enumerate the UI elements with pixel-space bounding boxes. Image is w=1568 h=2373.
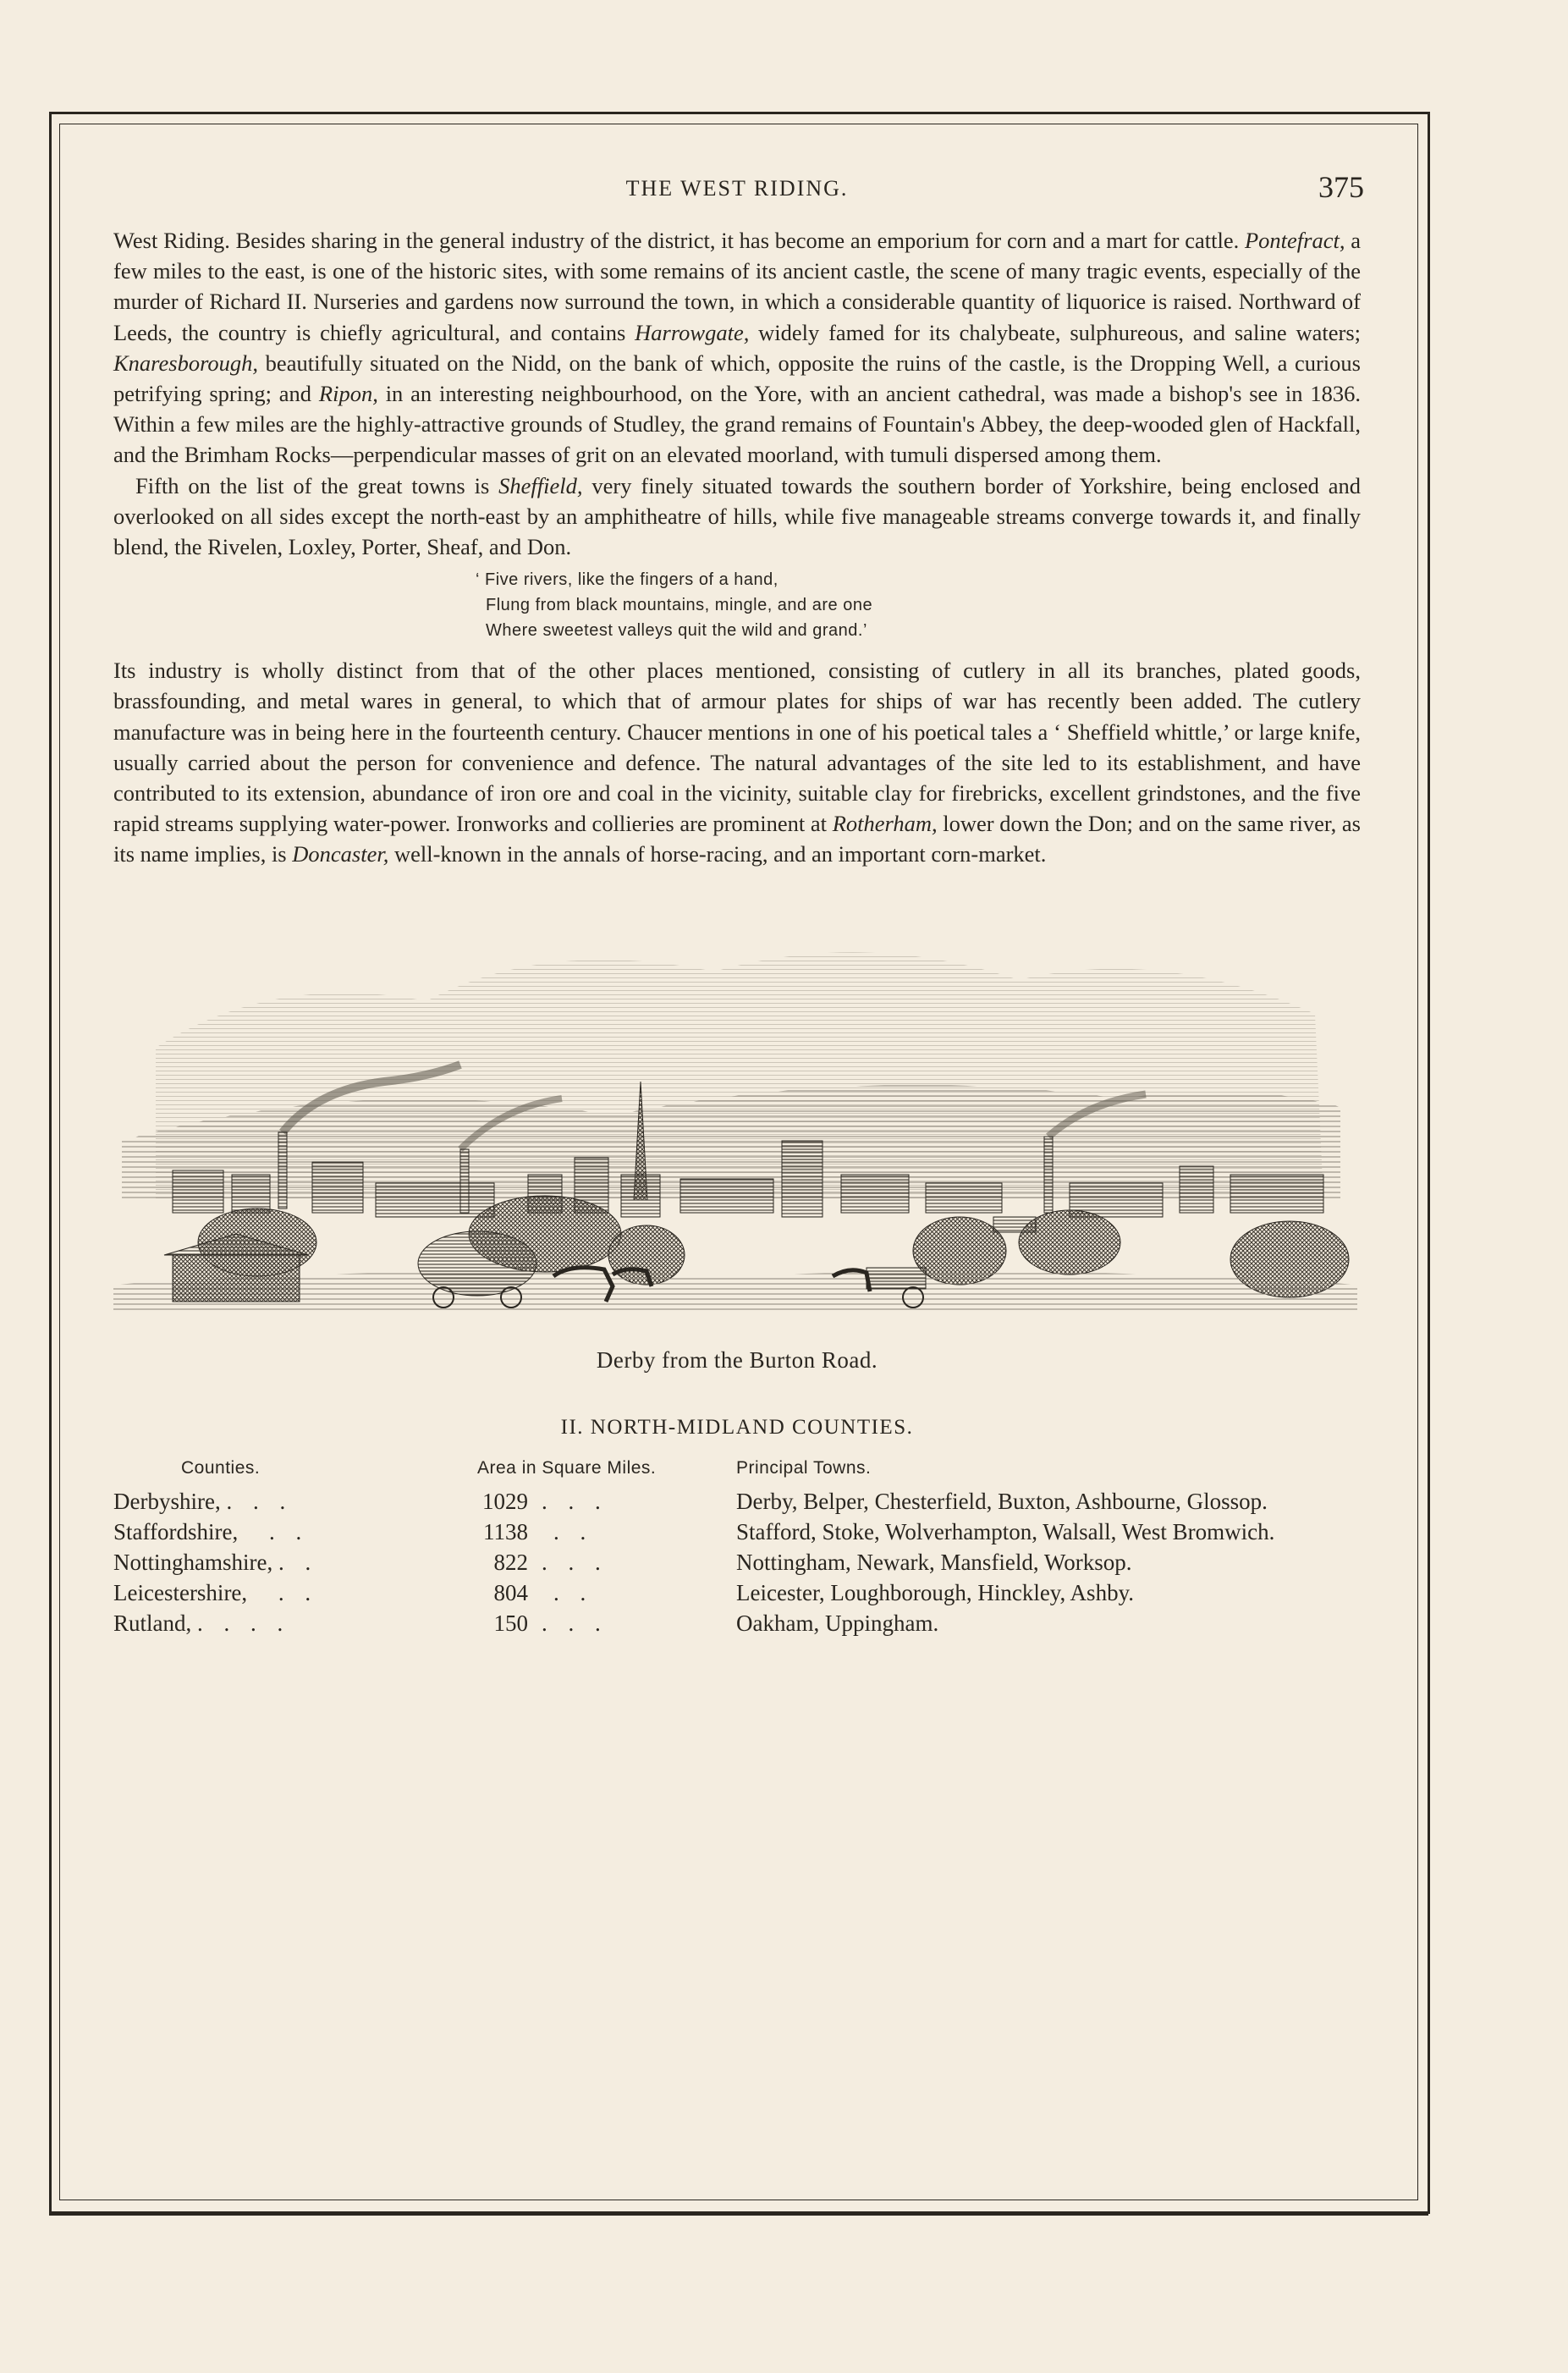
text-run: Fifth on the list of the great towns is xyxy=(135,472,499,498)
dot-leader: . . . . xyxy=(197,1610,291,1637)
place-sheffield: Sheffield, xyxy=(498,472,583,498)
county-towns: Leicester, Loughborough, Hinckley, Ashby. xyxy=(736,1580,1135,1606)
shed xyxy=(173,1255,300,1302)
verse-line: Flung from black mountains, mingle, and are one xyxy=(486,596,873,615)
dot-leader: . . xyxy=(553,1580,594,1606)
county-name: Rutland, xyxy=(113,1610,192,1637)
dot-leader: . . xyxy=(553,1519,594,1545)
counties-table xyxy=(113,1458,1361,1639)
table-row xyxy=(113,1517,1361,1548)
county-towns: Nottingham, Newark, Mansfield, Worksop. xyxy=(736,1550,1132,1576)
dot-leader: . . . xyxy=(226,1489,294,1515)
county-towns: Oakham, Uppingham. xyxy=(736,1610,939,1637)
header-towns: Principal Towns. xyxy=(736,1457,872,1478)
text-run: West Riding. Besides sharing in the general industry of the district, it has become an emporium for corn and a mart for cattle. xyxy=(113,228,1245,253)
dot-leader: . . . xyxy=(542,1550,608,1576)
table-row xyxy=(113,1548,1361,1578)
paragraph-west-riding xyxy=(113,225,1361,471)
place-rotherham: Rotherham, xyxy=(832,811,938,837)
county-area: 1029 xyxy=(482,1489,528,1515)
text-run: Its industry is wholly distinct from that of the other places mentioned, consisting of cutlery in all its branches, plated goods, brassfounding, and metal wares in general, to which that of armour plates for ships of war has recently been added. The cutlery manufacture was in being here in the fourteenth century. Chaucer mentions in one of his poetical tales a ‘ Sheffield whittle,’ or large knife, usually carried about the person for convenience and defence. The natural advantages of the site led to its establishment, and have contributed to its extension, abundance of iron ore and coal in the vicinity, suitable clay for firebricks, excellent grindstones, and the five rapid streams supplying water-power. Ironworks and collieries are prominent at xyxy=(113,658,1361,837)
hay-wagon xyxy=(418,1231,536,1296)
county-name: Leicestershire, xyxy=(113,1580,248,1606)
church-tower xyxy=(621,1175,660,1217)
county-name: Nottinghamshire, xyxy=(113,1550,273,1576)
text-run: a few miles to the east, is one of the historic sites, with some remains of its ancient castle, the scene of many tragic events, especially of the murder of Richard II. Nurseries and gardens now surround the town, in which a considerable quantity of liquorice is raised. Northward of Leeds, the country is chiefly agricultural, and contains xyxy=(113,228,1362,345)
county-name: Derbyshire, xyxy=(113,1489,221,1515)
section-title: II. NORTH-MIDLAND COUNTIES. xyxy=(560,1415,914,1439)
dot-leader: . . xyxy=(278,1580,319,1606)
page-content xyxy=(113,169,1364,1639)
page-header xyxy=(113,169,1364,210)
header-area: Area in Square Miles. xyxy=(477,1457,657,1478)
text-run: in an interesting neighbourhood, on the Yore, with an ancient cathedral, was made a bishop's see in 1836. Within a few miles are the highly-attractive grounds of Studley, the grand remains of Fountain's Abbey, the deep-wooded glen of Hackfall, and the Brimham Rocks—perpendicular masses of grit on an elevated moorland, with tumuli dispersed among them. xyxy=(113,381,1361,468)
text-run: beautifully situated on the Nidd, on the bank of which, opposite the ruins of the castle, is the Dropping Well, a curious petrifying spring; and xyxy=(113,350,1361,407)
engraving-derby-illustration xyxy=(105,921,1366,1310)
place-knaresborough: Knaresborough, xyxy=(113,350,259,376)
table-header-row xyxy=(113,1458,1361,1487)
text-run: very finely situated towards the southern border of Yorkshire, being enclosed and overlooked on all sides except the north-east by an amphitheatre of hills, while five manageable streams converge towards it, and finally blend, the Rivelen, Loxley, Porter, Sheaf, and Don. xyxy=(113,472,1362,560)
illustration-caption: Derby from the Burton Road. xyxy=(596,1346,878,1373)
place-pontefract: Pontefract, xyxy=(1245,228,1345,253)
county-area: 804 xyxy=(493,1580,528,1606)
dot-leader: . . . xyxy=(542,1489,608,1515)
horse-cart xyxy=(867,1268,926,1289)
verse-quotation xyxy=(113,567,1361,643)
county-name: Staffordshire, xyxy=(113,1519,239,1545)
county-area: 1138 xyxy=(483,1519,528,1545)
text-run: widely famed for its chalybeate, sulphureous, and saline waters; xyxy=(749,319,1361,345)
dot-leader: . . xyxy=(268,1519,310,1545)
verse-line: Where sweetest valleys quit the wild and grand.’ xyxy=(486,621,867,641)
page-border-bottom-rule xyxy=(49,2212,1428,2216)
header-counties: Counties. xyxy=(181,1457,261,1478)
county-towns: Derby, Belper, Chesterfield, Buxton, Ashbourne, Glossop. xyxy=(736,1489,1268,1515)
dot-leader: . . . xyxy=(542,1610,608,1637)
verse-line: ‘ Five rivers, like the fingers of a hand, xyxy=(476,570,778,590)
place-doncaster: Doncaster, xyxy=(292,841,389,867)
paragraph-sheffield xyxy=(113,471,1361,563)
page-number: 375 xyxy=(1318,170,1364,204)
text-run: well-known in the annals of horse-racing, and an important corn-market. xyxy=(388,841,1047,867)
engraving-derby-svg xyxy=(105,921,1366,1310)
distant-cart xyxy=(993,1217,1036,1232)
paragraph-industry xyxy=(113,655,1361,869)
county-area: 822 xyxy=(493,1550,528,1576)
text-run: lower down the Don; and on the same river, as its name implies, is xyxy=(113,811,1361,867)
place-ripon: Ripon, xyxy=(318,381,378,407)
county-area: 150 xyxy=(493,1610,528,1637)
table-row xyxy=(113,1487,1361,1517)
place-harrowgate: Harrowgate, xyxy=(635,319,750,345)
dot-leader: . . xyxy=(278,1550,319,1576)
running-head: THE WEST RIDING. xyxy=(625,176,849,201)
county-towns: Stafford, Stoke, Wolverhampton, Walsall, West Bromwich. xyxy=(736,1519,1275,1545)
table-row xyxy=(113,1609,1361,1639)
table-row xyxy=(113,1578,1361,1609)
